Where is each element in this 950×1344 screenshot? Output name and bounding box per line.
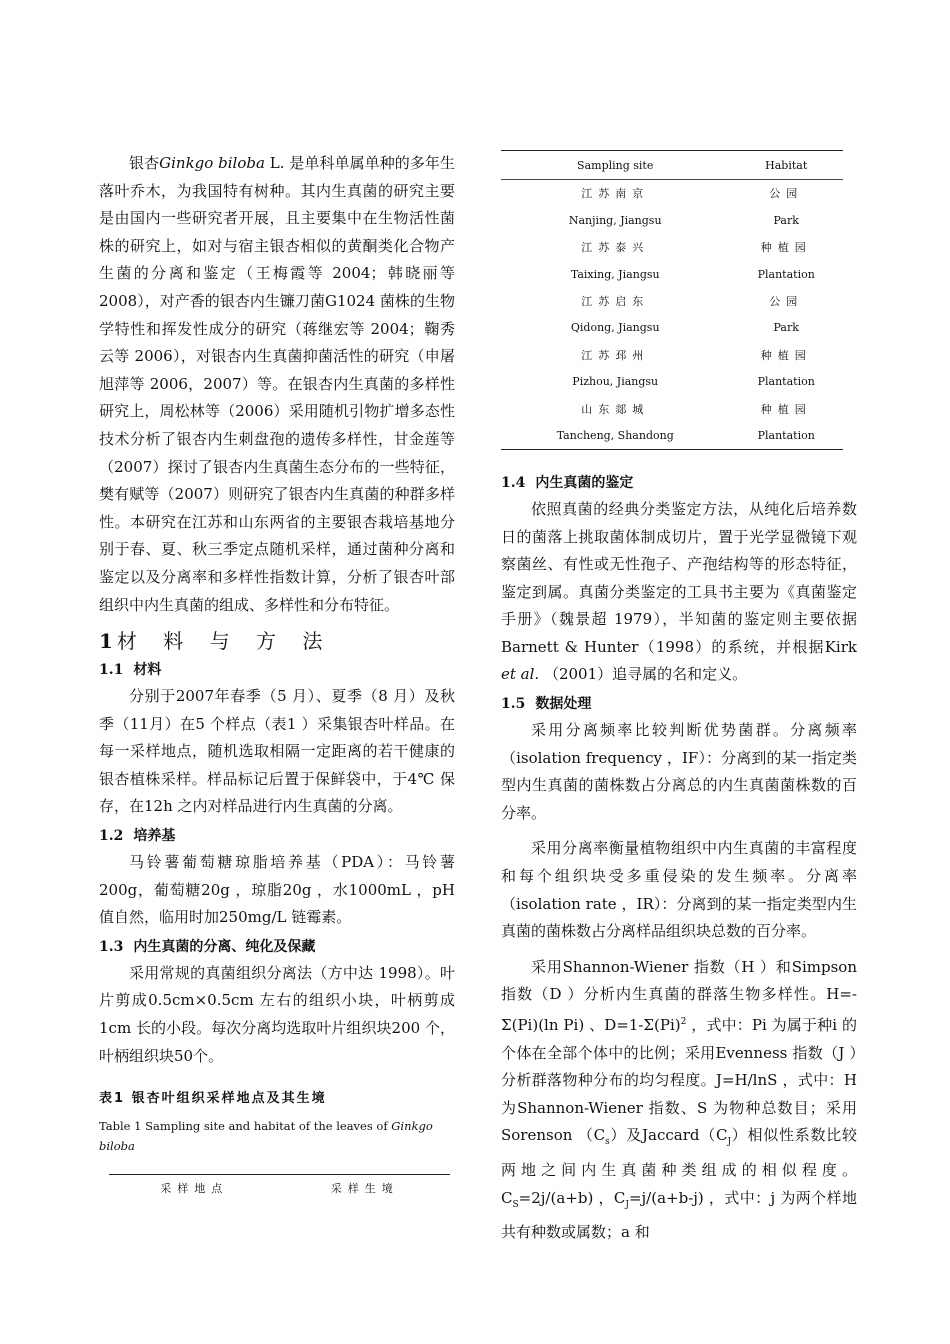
subsection-title: 内生真菌的分离、纯化及保藏 (133, 938, 316, 955)
p3-text-d: ）相似性系数比较两地之间内生真菌种类组成的相似程度。C (501, 1126, 857, 1207)
p3-text-b: ，式中：Pi 为属于种i 的个体在全部个体中的比例；采用Evenness 指数（J ）分析群落物种分布的均匀程度。J=H/lnS ，式中：H 为Shannon-Wiener 指数、S 为物种总数目；采用Sorenson （C (501, 1016, 857, 1145)
subsection-1-3-text: 采用常规的真菌组织分离法（方中达 1998）。叶片剪成0.5cm×0.5cm 左右的组织小块，叶柄剪成1cm 长的小段。每次分离均选取叶片组织块200 个，叶柄组织块50个。 (99, 963, 455, 1065)
habitat-en: Plantation (757, 428, 815, 442)
table-caption-en (99, 1116, 455, 1156)
intro-text-b: L. 是单科单属单种的多年生落叶乔木，为我国特有树种。其内生真菌的研究主要是由国内一些研究者开展，且主要集中在生物活性菌株的研究上，如对与宿主银杏相似的黄酮类化合物产生菌的分离和鉴定（王梅霞等 2004；韩晓丽等 2008），对产香的银杏内生镰刀菌G1024 菌株的生物学特性和挥发性成分的研究（蒋继宏等 2004；鞠秀云等 2006），对银杏内生真菌抑菌活性的研究（申屠旭萍等 2006，2007）等。在银杏内生真菌的多样性研究上，周松林等（2006）采用随机引物扩增多态性技术分析了银杏内生刺盘孢的遗传多样性，甘金莲等（2007）探讨了银杏内生真菌生态分布的一些特征，樊有赋等（2007）则研究了银杏内生真菌的种群多样性。本研究在江苏和山东两省的主要银杏栽培基地分别于春、夏、秋三季定点随机采样，通过菌种分离和鉴定以及分离率和多样性指数计算，分析了银杏叶部组织中内生真菌的组成、多样性和分布特征。 (99, 154, 455, 614)
table-row (501, 314, 843, 341)
table-row (501, 180, 843, 207)
subsection-1-1-text: 分别于2007年春季（5 月）、夏季（8 月）及秋季（11月）在5 个样点（表1 ）采集银杏叶样品。在每一采样地点，随机选取相隔一定距离的若干健康的银杏植株采样。样品标记后置于保鲜袋中，于4℃ 保存，在12h 之内对样品进行内生真菌的分离。 (99, 687, 455, 816)
subsection-1-1-heading (99, 657, 455, 683)
site-en: Tancheng, Shandong (556, 428, 674, 442)
p3-sub-s2: S (512, 1199, 519, 1210)
p3-sub-j2: J (625, 1199, 629, 1210)
subsection-1-5-heading (501, 691, 857, 717)
p3-text-e: =2j/(a+b) ，C (518, 1188, 626, 1207)
intro-text-a: 银杏 (129, 154, 160, 172)
subsection-title: 数据处理 (535, 696, 592, 713)
s14-text-b: （2001）追寻属的名和定义。 (539, 665, 748, 684)
habitat-en: Park (773, 321, 799, 335)
subsection-1-5-para-2: 采用分离率衡量植物组织中内生真菌的丰富程度和每个组织块受多重侵染的发生频率。分离率（isolation rate ，IR）：分离到的某一指定类型内生真菌的菌株数占分离样品组织块总数的百分率。 (501, 839, 857, 941)
caption-en-text: Table 1 Sampling site and habitat of the leaves of (99, 1119, 392, 1134)
s14-text-italic: et al. (501, 665, 540, 684)
intro-species-name: Ginkgo biloba (159, 154, 265, 172)
p3-sub-s: s (605, 1137, 610, 1148)
section-1-heading (99, 627, 455, 655)
left-column (99, 150, 455, 1201)
table-head-habitat-zh: 采样生境 (330, 1182, 399, 1196)
site-zh: 江苏邳州 (581, 348, 650, 362)
right-column (501, 150, 857, 1247)
table-row (501, 395, 843, 422)
table-row (501, 207, 843, 234)
subsection-1-2-text: 马铃薯葡萄糖琼脂培养基（PDA）：马铃薯200g，葡萄糖20g ，琼脂20g ，水1000mL ，pH 值自然，临用时加250mg/L 链霉素。 (99, 853, 455, 927)
subsection-number: 1.4 (501, 474, 526, 491)
p3-text-a: 采用Shannon-Wiener 指数（H ）和Simpson 指数（D ）分析内生真菌的群落生物多样性。H=-Σ(Pi)(ln Pi) 、D=1-Σ(Pi) (501, 957, 857, 1034)
p3-text-f: =j/(a+b-j) ，式中：j 为两个样地共有种数或属数；a 和 (501, 1188, 857, 1242)
habitat-en: Plantation (757, 375, 815, 389)
habitat-zh: 公园 (769, 295, 804, 308)
caption-en-species: Ginkgo biloba (99, 1119, 433, 1154)
subsection-title: 内生真菌的鉴定 (535, 474, 634, 491)
subsection-1-2-heading (99, 823, 455, 849)
habitat-zh: 种植园 (760, 402, 812, 416)
site-en: Nanjing, Jiangsu (568, 213, 662, 227)
subsection-title: 材料 (133, 662, 162, 679)
subsection-title: 培养基 (133, 828, 176, 845)
subsection-number: 1.5 (501, 696, 526, 713)
table-row (501, 288, 843, 315)
table-zh-header (109, 1174, 450, 1201)
subsection-number: 1.2 (99, 828, 124, 845)
site-zh: 山东郯城 (581, 402, 650, 416)
subsection-1-4-text (501, 496, 857, 689)
site-zh: 江苏泰兴 (581, 241, 650, 255)
subsection-number: 1.1 (99, 662, 124, 679)
habitat-zh: 种植园 (760, 241, 812, 255)
intro-paragraph (99, 150, 455, 619)
sampling-site-table (501, 150, 843, 450)
habitat-en: Park (773, 213, 799, 227)
table-row (501, 234, 843, 261)
site-zh: 江苏南京 (581, 187, 650, 201)
section-title: 材 料 与 方 法 (116, 629, 333, 654)
site-zh: 江苏启东 (581, 295, 650, 308)
habitat-en: Plantation (757, 267, 815, 281)
table-row (501, 261, 843, 288)
table-header-site: Sampling site (501, 151, 729, 180)
table-header-habitat: Habitat (729, 151, 843, 180)
p3-sup: 2 (680, 1017, 687, 1027)
section-number: 1 (99, 629, 113, 654)
subsection-1-3-heading (99, 934, 455, 960)
s14-text-a: 依照真菌的经典分类鉴定方法，从纯化后培养数日的菌落上挑取菌体制成切片，置于光学显微镜下观察菌丝、有性或无性孢子、产孢结构等的形态特征，鉴定到属。真菌分类鉴定的工具书主要为《真菌鉴定手册》（魏景超 1979），半知菌的鉴定则主要依据Barnett & Hunter（1998）的系统，并根据Kirk (501, 499, 857, 656)
p3-text-c: ）及Jaccard（C (609, 1126, 728, 1145)
site-en: Qidong, Jiangsu (570, 321, 660, 335)
subsection-1-5-para-1: 采用分离频率比较判断优势菌群。分离频率（isolation frequency ，IF）：分离到的某一指定类型内生真菌的菌株数占分离总的内生真菌菌株数的百分率。 (501, 721, 857, 822)
subsection-number: 1.3 (99, 938, 124, 955)
table-head-site-zh: 采样地点 (160, 1182, 229, 1196)
table-caption-zh: 表1 银杏叶组织采样地点及其生境 (99, 1091, 327, 1107)
p3-sub-j: J (727, 1137, 732, 1148)
table-row (501, 341, 843, 368)
table-row (501, 368, 843, 395)
subsection-1-5-para-3 (501, 954, 857, 1247)
habitat-zh: 公园 (769, 187, 804, 201)
habitat-zh: 种植园 (760, 348, 812, 362)
site-en: Taixing, Jiangsu (570, 267, 660, 281)
subsection-1-4-heading (501, 470, 857, 496)
site-en: Pizhou, Jiangsu (572, 375, 659, 389)
table-row (501, 422, 843, 449)
